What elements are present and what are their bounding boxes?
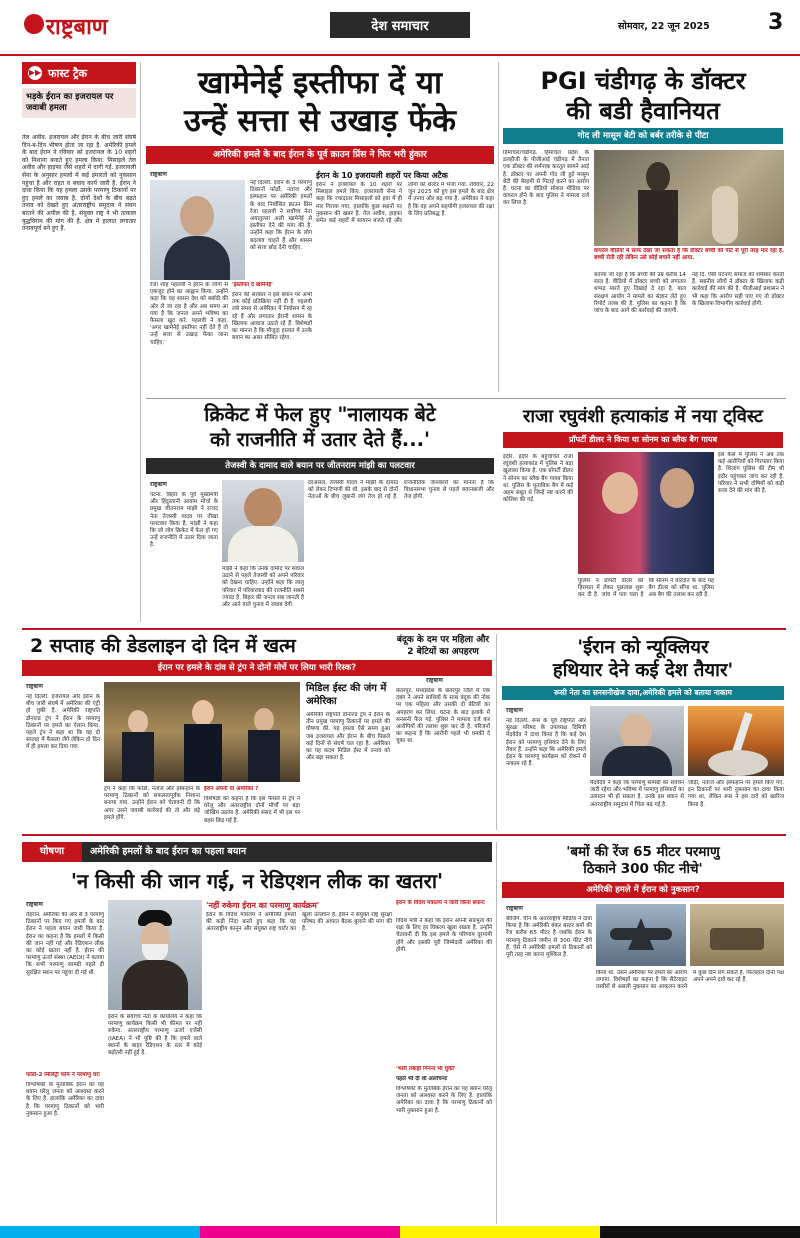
logo-mark-icon — [24, 14, 44, 34]
lead-body-4: ईरान ने इजरायल के 10 शहरों पर मिसाइल हमले किए. इजरायली सेना ने कहा कि ज्यादातर मिसाइलों को हवा में ही मार गिराया गया. हालांकि कुछ स्थानों पर नुकसान की खबर है. तेल अवीव, हाइफा समेत कई शहरों में सायरन बजते रहे और लोगों को शेल्टर में भेजा गया. रविवार, 22 जून 2025 को हुए इस हमले के बाद क्षेत्र में तनाव और बढ़ गया है. अमेरिका ने कहा है कि वह अपने सहयोगी इजरायल की रक्षा के लिए प्रतिबद्ध है. — [316, 182, 494, 225]
nuclear-photo-2 — [688, 706, 784, 776]
fast-track-story-title: भड़के ईरान का इजरायल पर जवाबी हमला — [22, 88, 136, 118]
photo-face-icon — [602, 472, 638, 514]
photo-figure-icon — [646, 162, 670, 192]
photo-body-icon — [228, 526, 298, 562]
pgi-strap: गोद ली मासूम बेटी को बर्बर तरीके से पीटा — [503, 128, 783, 144]
photo-figure-icon — [184, 724, 222, 782]
lead-body-2: रेजा शाह पहलवी ने ईरान के लोगों से एकजुट होने का आह्वान किया. उन्होंने कहा कि यह शासन देश को बर्बादी की ओर ले जा रहा है और अब समय आ गया है कि जनता अपने भविष्य का फैसला खुद करे. पहलवी ने कहा, 'अगर खामेनेई इस्तीफा नहीं देते हैं तो उन्हें सत्ता से उखाड़ फेंका जाना चाहिए.' — [150, 282, 228, 346]
photo-head-icon — [180, 196, 214, 236]
pgi-headline — [503, 66, 783, 126]
deadline-photo — [104, 682, 300, 782]
raja-photo — [578, 452, 714, 574]
nuclear-body-2: मेदवेदेव ने कहा कि परमाणु सामग्री का संवर्धन जारी रहेगा और भविष्य में परमाणु हथियारों का उत्पादन भी हो सकता है. उनके इस बयान से अंतरराष्ट्रीय समुदाय में चिंता बढ़ गई है. — [590, 780, 684, 808]
photo-figure-icon — [192, 700, 214, 726]
bombs-photo-2 — [690, 904, 784, 966]
lead-headline-line2: उन्हें सत्ता से उखाड़ फेंके — [184, 103, 456, 139]
deadline-sub-head: ईरान अपनी या अमेरिका ? — [204, 786, 259, 792]
bottom-body-2: ईरान के सर्वोच्च नेता के कार्यालय ने कहा कि परमाणु कार्यक्रम किसी भी कीमत पर नहीं रुकेगा. अंतरराष्ट्रीय परमाणु ऊर्जा एजेंसी (IAEA) ने भी पुष्टि की है कि हमले वाले स्थानों के बाहर रेडिएशन के स्तर में कोई बढ़ोतरी नहीं हुई है. — [108, 1014, 202, 1057]
nuclear-headline-line2: हथियार देने कई देश तैयार' — [552, 660, 734, 681]
photo-figure-icon — [638, 190, 678, 246]
section-title — [330, 12, 470, 38]
lead-strap: अमेरिकी हमले के बाद ईरान के पूर्व क्राउन प्रिंस ने फिर भरी हुंकार — [146, 146, 494, 164]
hostage-body: छतरपुर. मध्यप्रदेश के छतरपुर जिले में एक दबंग ने अपने साथियों के साथ बंदूक की नोक पर एक महिला और उसकी दो बेटियों का अपहरण कर लिया. घटना के बाद इलाके में सनसनी फैल गई. पुलिस ने मामला दर्ज कर आरोपियों की तलाश शुरू कर दी है. परिजनों का कहना है कि आरोपी पहले भी धमकी दे चुका था. — [396, 688, 490, 745]
lead-sub-head-2: 'इस्तीफा दें खामेनेई' — [232, 282, 273, 288]
bottom-headline: 'न किसी की जान गई, न रेडिएशन लीक का खतरा' — [70, 869, 444, 893]
bombs-body-1: बीजिंग. चीन के अंतरराष्ट्रीय मीडिया ने दावा किया है कि अमेरिकी बंकर बस्टर बमों की रेंज करीब 65 मीटर है जबकि ईरान के परमाणु ठिकाने जमीन से 300 फीट नीचे हैं. ऐसे में अमेरिकी हमलों से ठिकानों को पूरी तरह नष्ट करना मुश्किल है. — [506, 916, 592, 959]
deadline-headline: 2 सप्ताह की डेडलाइन दो दिन में खत्म — [30, 635, 296, 657]
nuclear-body-3: जोड़ी, नतांज और इस्फहान पर हमले किए गए. इन ठिकानों पर भारी नुकसान का दावा किया गया था, लेकिन रूस ने इस दावे को खारिज किया है. — [688, 780, 784, 808]
bottom-sub-head-3: ईरान के विदेश मंत्रालय ने जारी किया बयानः — [396, 900, 485, 906]
divider — [496, 842, 497, 1224]
fast-track-body: तेल अवीव. इजरायल और ईरान के बीच जारी संघर्ष दिन-ब-दिन भीषण होता जा रहा है. अमेरिकी हमले के बाद ईरान ने रविवार को इजरायल के 10 शहरों को निशाना बनाते हुए हमला किया. मिसाइलें तेल अवीव और हाइफा जैसे शहरों में दागी गईं. इजरायली सेना के अनुसार हमलों में कई इमारतों को नुकसान पहुंचा है और राहत व बचाव कार्य जारी है. ईरान ने दावा किया कि यह हमला उसके परमाणु ठिकानों पर हुए हमले का जवाब है. दोनों देशों के बीच बढ़ते तनाव को देखते हुए अंतरराष्ट्रीय समुदाय ने संयम बरतने की अपील की है. संयुक्त राष्ट्र ने भी तत्काल युद्धविराम की मांग की है. क्षेत्र में हालात लगातार तनावपूर्ण बने हुए हैं. — [22, 134, 136, 233]
cricket-photo — [222, 480, 304, 562]
raja-body-1: इंदौर. इंदौर के बहुचर्चित राजा रघुवंशी हत्याकांड में पुलिस ने बड़ा खुलासा किया है. एक प्रॉपर्टी डीलर ने सोनम का ब्लैक बैग गायब किया था. पुलिस के मुताबिक बैग में कई अहम सबूत थे जिन्हें नष्ट करने की कोशिश की गई. — [503, 454, 573, 504]
photo-head-icon — [244, 488, 282, 528]
nuclear-headline — [502, 636, 784, 682]
bombs-photo-1 — [596, 904, 686, 966]
masthead — [0, 0, 800, 56]
photo-figure-icon — [128, 710, 148, 734]
date-text: सोमवार, 22 जून 2025 — [618, 21, 710, 32]
nuclear-headline-line1: 'ईरान को न्यूक्लियर — [577, 637, 709, 658]
bottom-sub-head-4: फोर्डो-2 मिलिट्री फॉर्म ने परमाणु घरः — [26, 1072, 100, 1078]
photo-figure-icon — [254, 708, 274, 732]
fast-forward-icon: ▶▶ — [28, 66, 42, 80]
bottom-label: घोषणा — [22, 842, 82, 862]
divider — [146, 398, 786, 399]
logo-text: राष्ट्रबाण — [46, 14, 108, 40]
fast-track-title: फास्ट ट्रैक — [48, 66, 87, 80]
cricket-byline: राष्ट्रबाण — [150, 481, 167, 488]
bottom-body-6: विश्लेषकों के मुताबिक ईरान का यह बयान घरेलू जनता को आश्वस्त करने के लिए है. हालांकि अमेरिका का दावा है कि परमाणु ठिकानों को भारी नुकसान हुआ है. — [396, 1086, 492, 1114]
divider — [140, 62, 141, 622]
pgi-caption: वायरल वीडियो में साफ देखा जा सकता है कि डॉक्टर बच्ची को पीटे से पूरी तरह मार रहा है. बच्ची रोती रही लेकिन उसे कोई बचाने नहीं आया. — [594, 248, 784, 262]
divider — [496, 634, 497, 830]
pgi-photo — [594, 150, 784, 246]
bottom-body-4: विदेश मंत्री ने कहा कि ईरान अपनी संप्रभुता की रक्षा के लिए हर विकल्प खुला रखता है. उन्होंने चेतावनी दी कि इस हमले के परिणाम दूरगामी होंगे और इसकी पूरी जिम्मेदारी अमेरिका की होगी. — [396, 918, 492, 953]
hostage-byline: राष्ट्रबाण — [426, 677, 443, 684]
bombs-byline: राष्ट्रबाण — [506, 905, 523, 912]
bombs-headline-line1: 'बमों की रेंज 65 मीटर परमाणु — [566, 844, 720, 860]
nuclear-body-1: नई दिल्ली. रूस के पूर्व राष्ट्रपति और सुरक्षा परिषद के उपाध्यक्ष दिमित्री मेदवेदेव ने दावा किया है कि कई देश ईरान को परमाणु हथियार देने के लिए तैयार हैं. उन्होंने कहा कि अमेरिकी हमले ईरान के परमाणु कार्यक्रम को रोकने में नाकाम रहे हैं. — [506, 718, 586, 768]
photo-figure-icon — [122, 732, 154, 782]
lead-headline — [146, 64, 494, 140]
bottom-sub-head-2: 'भारी तबाही गिनना भी चुकी' — [396, 1066, 456, 1072]
lead-sub-head: ईरान के 10 इजरायली शहरों पर किया अटैक — [316, 171, 448, 180]
raja-headline: राजा रघुवंशी हत्याकांड में नया ट्विस्ट — [523, 406, 763, 427]
lead-headline-line1: खामेनेई इस्तीफा दें या — [197, 65, 443, 101]
deadline-strap: ईरान पर हमले के दांव से ट्रंप ने दोनों मोर्चे पर लिया भारी रिस्क? — [22, 660, 492, 676]
bottom-body-3: ईरान के विदेश मंत्रालय ने अमेरिकी हमलों की कड़ी निंदा करते हुए कहा कि यह अंतरराष्ट्रीय कानून और संयुक्त राष्ट्र चार्टर का खुला उल्लंघन है. ईरान ने संयुक्त राष्ट्र सुरक्षा परिषद की आपात बैठक बुलाने की मांग की है. — [206, 912, 392, 933]
deadline-body-2: ट्रंप ने कहा कि फोर्डो, नतांज और इस्फहान के परमाणु ठिकानों को सफलतापूर्वक निशाना बनाया गया. उन्होंने ईरान को चेतावनी दी कि अगर उसने जवाबी कार्रवाई की तो और बड़े हमले होंगे. — [104, 786, 200, 821]
deadline-byline: राष्ट्रबाण — [26, 683, 43, 690]
deadline-body-3: विशेषज्ञों का कहना है कि इस फैसले से ट्रंप ने घरेलू और अंतरराष्ट्रीय दोनों मोर्चों पर बड़ा जोखिम उठाया है. अमेरिकी संसद में भी इस पर बहस छिड़ गई है. — [204, 796, 300, 824]
photo-body-icon — [164, 236, 230, 280]
lead-photo — [150, 180, 245, 280]
cricket-headline-line2: को राजनीति में उतार देते हैं...' — [209, 428, 430, 451]
photo-child-icon — [712, 186, 738, 244]
hostage-headline: बंदूक के दम पर महिला और 2 बेटियों का अपहरण — [396, 635, 490, 657]
fast-track-label — [22, 62, 136, 84]
pgi-headline-line1: PGI चंडीगढ़ के डॉक्टर — [540, 67, 746, 95]
photo-head-icon — [620, 714, 652, 750]
nuclear-byline: राष्ट्रबाण — [506, 707, 523, 714]
nuclear-photo-1 — [590, 706, 684, 776]
photo-face-icon — [660, 468, 694, 508]
lead-body-3: ईरान की सरकार ने इस बयान पर अभी तक कोई प्रतिक्रिया नहीं दी है. पहलवी लंबे समय से अमेरिका में निर्वासन में रह रहे हैं और लगातार ईरानी शासन के खिलाफ आवाज उठाते रहे हैं. विशेषज्ञों का मानना है कि मौजूदा हालात में उनके बयान का असर सीमित रहेगा. — [232, 292, 312, 342]
raja-body-3: इस केस में पुलिस ने अब तक कई आरोपियों को गिरफ्तार किया है. शिलांग पुलिस की टीम भी इंदौर पहुंचकर जांच कर रही है. परिवार ने सभी दोषियों को कड़ी सजा देने की मांग की है. — [718, 452, 784, 495]
page-number: 3 — [768, 10, 784, 35]
bombs-strap: अमेरिकी हमले में ईरान को नुकसान? — [502, 882, 784, 898]
photo-figure-icon — [248, 730, 280, 782]
divider — [498, 62, 499, 392]
bottom-photo — [108, 900, 202, 1010]
bombs-body-2: किया था. उसने अमेरिका पर हमले का आरोप लगाया. विशेषज्ञों का कहना है कि सैटेलाइट तस्वीरों से असली नुकसान का आकलन करने में कुछ दिन लग सकते हैं. फिलहाल दोनों पक्ष अपने अपने दावे कर रहे हैं. — [596, 970, 784, 991]
pgi-body-3: नई दि. ऐसी घटनाएं समाज को शर्मसार करती हैं. स्थानीय लोगों ने डॉक्टर के खिलाफ कड़ी कार्रवाई की मांग की है. पीजीआई प्रशासन ने भी कहा कि आरोप सही पाए गए तो डॉक्टर के खिलाफ विभागीय कार्रवाई होगी. — [692, 272, 784, 307]
cricket-headline — [146, 402, 494, 452]
divider — [22, 834, 786, 836]
section-label: देश समाचार — [371, 19, 429, 34]
lead-body-1: नई दिल्ली. ईरान के 3 परमाणु ठिकानों फोर्डो, नतांज और इस्फहान पर अमेरिकी हमलों के बाद निर्वासित क्राउन प्रिंस रेजा पहलवी ने सर्वोच्च नेता अयातुल्ला अली खामेनेई से इस्तीफा देने की मांग की है. उन्होंने कहा कि ईरान के लोग बदलाव चाहते हैं और शासन को सत्ता छोड़ देनी चाहिए. — [250, 180, 312, 251]
deadline-body-1: नई दिल्ली. इजरायल और ईरान के बीच जारी संघर्ष में अमेरिका की एंट्री हो चुकी है. अमेरिकी राष्ट्रपति डोनाल्ड ट्रंप ने ईरान के परमाणु ठिकानों पर हमले का ऐलान किया. पहले ट्रंप ने कहा था कि वह दो सप्ताह में फैसला लेंगे लेकिन दो दिन में ही हमला कर दिया गया. — [26, 694, 100, 751]
color-strip — [0, 1226, 800, 1238]
pgi-body-1: हिमाचल/चंडीगढ़. हिमाचल प्रदेश के डलहौजी के पीजीआई चंडीगढ़ में तैनात एक डॉक्टर की शर्मनाक करतूत सामने आई है. डॉक्टर पर अपनी गोद ली हुई मासूम बेटी की बेरहमी से पिटाई करने का आरोप है. घटना का वीडियो सोशल मीडिया पर वायरल होने के बाद पुलिस ने मामला दर्ज कर लिया है. — [503, 150, 589, 207]
divider — [22, 628, 786, 630]
photo-body-icon — [602, 746, 672, 776]
raja-strap: प्रॉपर्टी डीलर ने किया था सोनम का ब्लैक बैग गायब — [503, 432, 783, 448]
bottom-lead-text: पहले भी दी थी अलोचनाः — [396, 1076, 448, 1082]
pgi-body-2: बताया जा रहा है कि बच्ची की उम्र करीब 14 साल है. वीडियो में डॉक्टर बच्ची को लगातार थप्पड़ मारते हुए दिखाई दे रहा है. बाल संरक्षण आयोग ने मामले का संज्ञान लेते हुए रिपोर्ट तलब की है. पुलिस का कहना है कि जांच के बाद आगे की कार्रवाई की जाएगी. — [594, 272, 686, 315]
bottom-sub-head: 'नहीं रुकेगा ईरान का परमाणु कार्यक्रम' — [206, 901, 320, 910]
cricket-headline-line1: क्रिकेट में फेल हुए "नालायक बेटे — [204, 403, 436, 426]
photo-body-icon — [122, 960, 188, 1010]
logo — [24, 8, 144, 42]
bottom-body-1: तेहरान. अमेरिका की ओर से 3 परमाणु ठिकानों पर किए गए हमलों के बाद ईरान ने पहला बयान जारी किया है. ईरान का कहना है कि हमलों में किसी की जान नहीं गई और रेडिएशन लीक का कोई खतरा नहीं है. ईरान की परमाणु ऊर्जा संस्था (AEOI) ने बताया कि सभी परमाणु सामग्री पहले ही सुरक्षित स्थान पर पहुंचा दी गई थी. — [26, 912, 104, 976]
bottom-byline: राष्ट्रबाण — [26, 901, 43, 908]
cricket-body-2: मांझी ने कहा कि उनके दामाद पर सवाल उठाने से पहले तेजस्वी को अपने परिवार को देखना चाहिए. उन्होंने कहा कि लालू परिवार में परिवारवाद की राजनीति सबसे ज्यादा है. बिहार की जनता सब जानती है और आने वाले चुनाव में जवाब देगी. — [222, 566, 304, 609]
pgi-headline-line2: की बडी हैवानियत — [566, 97, 720, 125]
bombs-headline-line2: ठिकाने 300 फीट नीचे' — [583, 861, 703, 877]
bottom-kicker: अमेरिकी हमलों के बाद ईरान का पहला बयान — [82, 842, 492, 862]
middle-east-headline: मिडिल ईस्ट की जंग में अमेरिका — [306, 683, 387, 707]
raja-body-2: पुलिस ने प्रॉपर्टी डीलर को हिरासत में लेकर पूछताछ शुरू कर दी है. जांच में पता चला है कि सोनम ने वारदात के बाद यह बैग डीलर को सौंपा था. पुलिस अब बैग की तलाश कर रही है. — [578, 578, 714, 599]
cricket-body-1: पटना. बिहार के पूर्व मुख्यमंत्री और हिंदुस्तानी आवाम मोर्चा के प्रमुख जीतनराम मांझी ने राजद नेता तेजस्वी यादव पर तीखा पलटवार किया है. मांझी ने कहा कि जो लोग क्रिकेट में फेल हो गए उन्हें राजनीति में उतार दिया जाता है. — [150, 492, 218, 549]
bunker-icon — [710, 928, 764, 950]
middle-east-body: अमेरिकी राष्ट्रपति डोनाल्ड ट्रंप ने ईरान के तीन प्रमुख परमाणु ठिकानों पर हमले की घोषणा की. यह हमला ऐसे समय हुआ जब इजरायल और ईरान के बीच पिछले कई दिनों से संघर्ष चल रहा है. अमेरिका का यह कदम मिडिल ईस्ट में तनाव को और बढ़ा सकता है. — [306, 712, 390, 762]
cricket-strap: तेजस्वी के दामाद वाले बयान पर जीतनराम मांझी का पलटवार — [146, 458, 494, 474]
nuclear-strap: रूसी नेता का सनसनीखेज दावा,अमेरिकी हमले को बताया नाकाम — [502, 686, 784, 700]
lead-byline: राष्ट्रबाण — [150, 171, 167, 178]
smoke-icon — [708, 750, 768, 776]
cricket-body-3: दरअसल, तेजस्वी यादव ने मांझी के दामाद को लेकर टिप्पणी की थी. इसके बाद से दोनों नेताओं के बीच जुबानी जंग तेज हो गई है. राजनीतिक जानकारों का मानना है कि विधानसभा चुनाव से पहले बयानबाजी और तेज होगी. — [308, 480, 494, 501]
bombs-headline — [502, 844, 784, 878]
bottom-body-5: विश्लेषकों के मुताबिक ईरान का यह बयान घरेलू जनता को आश्वस्त करने के लिए है. हालांकि अमेरिका का दावा है कि परमाणु ठिकानों को भारी नुकसान हुआ है. — [26, 1082, 104, 1117]
